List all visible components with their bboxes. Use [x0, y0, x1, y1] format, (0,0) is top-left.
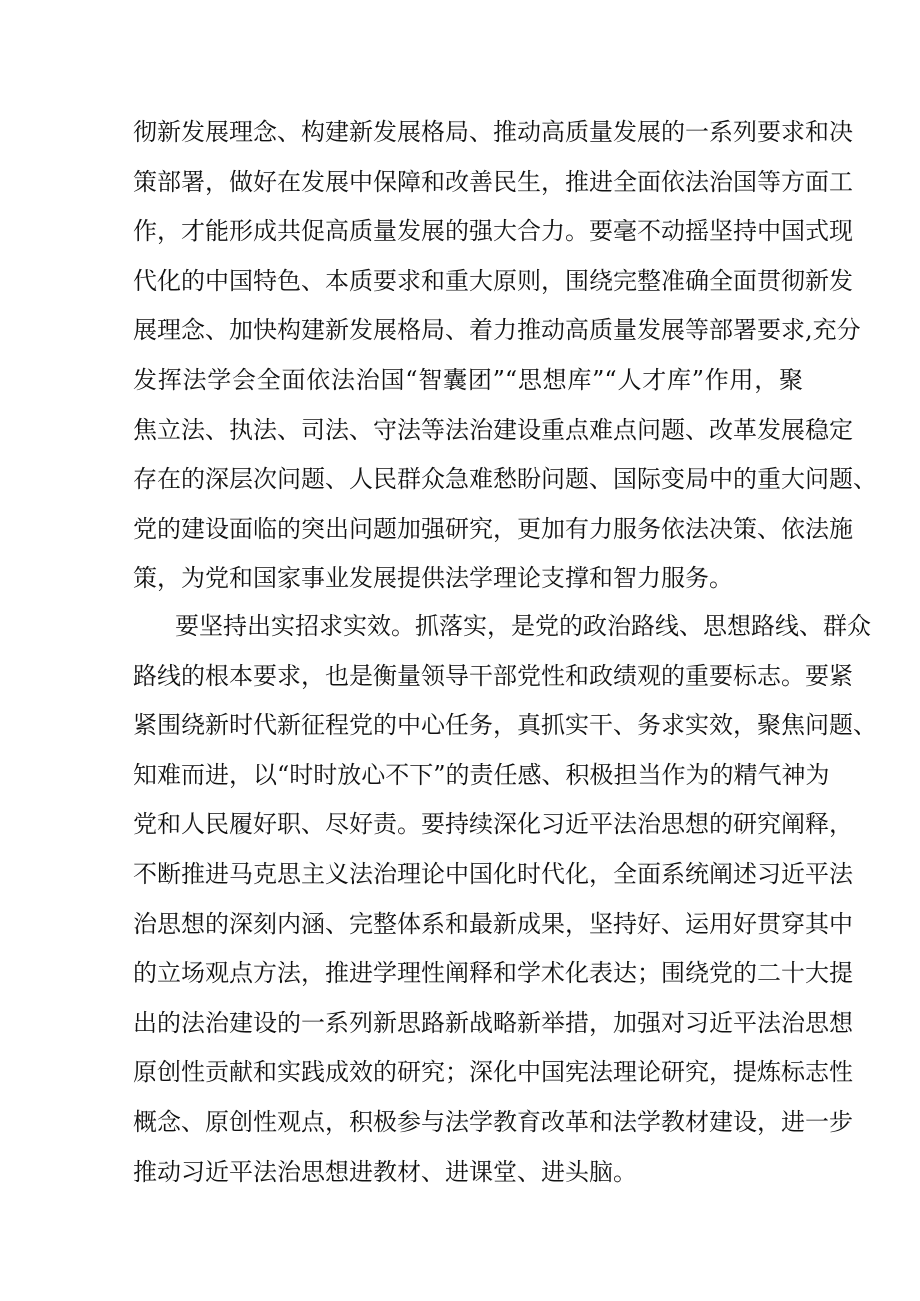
paragraph-line: 党的建设面临的突出问题加强研究，更加有力服务依法决策、依法施 — [133, 514, 853, 543]
paragraph-line: 要坚持出实招求实效。抓落实，是党的政治路线、思想路线、群众 — [175, 612, 871, 640]
paragraph-line: 作，才能形成共促高质量发展的强大合力。要毫不动摇坚持中国式现 — [133, 217, 853, 246]
paragraph-line: 代化的中国特色、本质要求和重大原则，围绕完整准确全面贯彻新发 — [133, 266, 853, 295]
paragraph-line: 的立场观点方法，推进学理性阐释和学术化表达；围绕党的二十大提 — [133, 959, 853, 988]
paragraph-line: 展理念、加快构建新发展格局、着力推动高质量发展等部署要求,充分 — [133, 316, 861, 345]
paragraph-line: 概念、原创性观点，积极参与法学教育改革和法学教材建设，进一步 — [133, 1107, 853, 1136]
paragraph-line: 发挥法学会全面依法治国“智囊团”“思想库”“人才库”作用，聚 — [133, 365, 803, 394]
paragraph-1 — [133, 108, 877, 604]
paragraph-line: 党和人民履好职、尽好责。要持续深化习近平法治思想的研究阐释， — [133, 810, 853, 839]
paragraph-line: 不断推进马克思主义法治理论中国化时代化，全面系统阐述习近平法 — [133, 859, 853, 888]
paragraph-line: 路线的根本要求，也是衡量领导干部党性和政绩观的重要标志。要紧 — [133, 661, 853, 690]
paragraph-line: 策部署，做好在发展中保障和改善民生，推进全面依法治国等方面工 — [133, 167, 853, 196]
paragraph-line: 推动习近平法治思想进教材、进课堂、进头脑。 — [133, 1157, 637, 1186]
paragraph-line: 彻新发展理念、构建新发展格局、推动高质量发展的一系列要求和决 — [133, 118, 853, 146]
paragraph-line: 焦立法、执法、司法、守法等法治建设重点难点问题、改革发展稳定 — [133, 415, 853, 444]
paragraph-line: 出的法治建设的一系列新思路新战略新举措，加强对习近平法治思想 — [133, 1008, 853, 1037]
paragraph-line: 策，为党和国家事业发展提供法学理论支撑和智力服务。 — [133, 564, 733, 593]
paragraph-line: 原创性贡献和实践成效的研究；深化中国宪法理论研究，提炼标志性 — [133, 1058, 853, 1087]
paragraph-line: 治思想的深刻内涵、完整体系和最新成果，坚持好、运用好贯穿其中 — [133, 909, 853, 938]
paragraph-2 — [133, 602, 877, 1197]
paragraph-line: 知难而进，以“时时放心不下”的责任感、积极担当作为的精气神为 — [133, 760, 830, 789]
paragraph-line: 紧围绕新时代新征程党的中心任务，真抓实干、务求实效，聚焦问题、 — [133, 711, 877, 740]
paragraph-line: 存在的深层次问题、人民群众急难愁盼问题、国际变局中的重大问题、 — [133, 465, 877, 494]
